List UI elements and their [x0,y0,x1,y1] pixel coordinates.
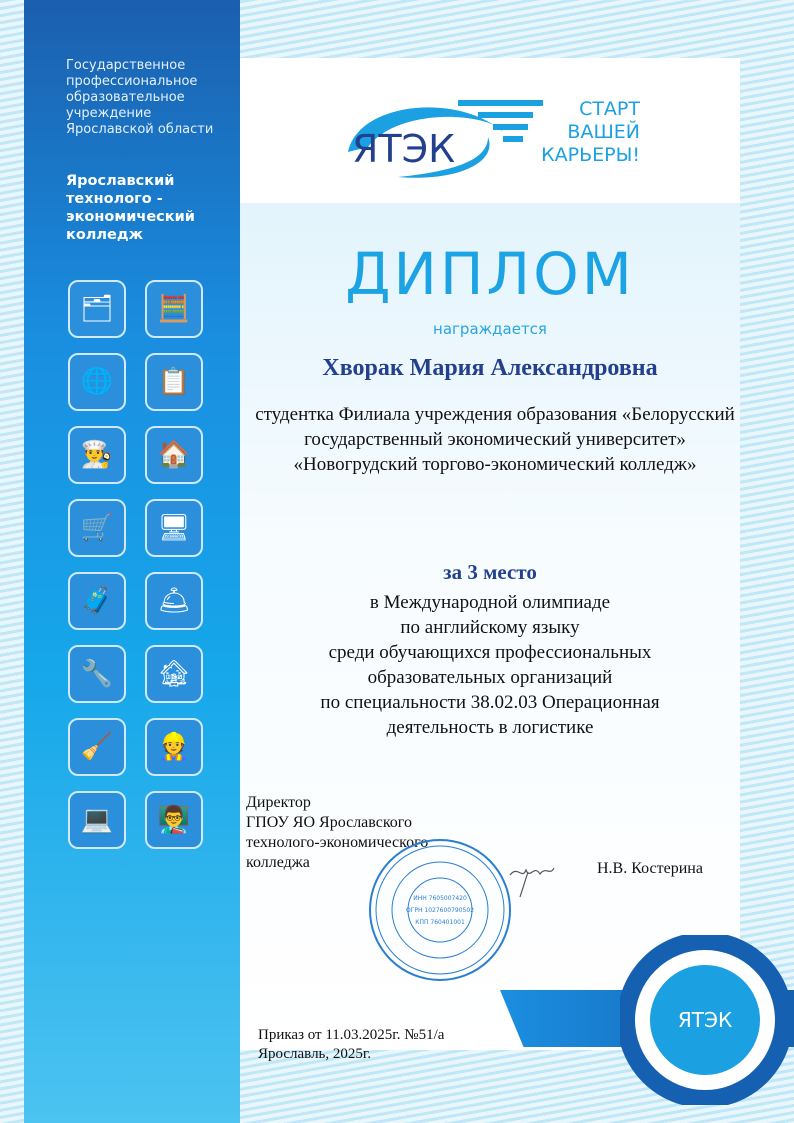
organization-text: Государственное профессиональное образовательное учреждение Ярославской области [66,58,214,137]
order-info [258,1026,444,1064]
college-seal [620,935,790,1105]
svg-text:ЯТЭК: ЯТЭК [677,1008,733,1032]
tools-icon: 🔧 [68,645,126,703]
documents-icon: 🗂 [68,280,126,338]
globe-cart-icon: 🛒 [68,499,126,557]
house-repair-icon: 🏚 [145,645,203,703]
signer-name: Н.В. Костерина [597,860,703,877]
official-stamp [360,830,570,990]
position-line: Директор [246,794,311,811]
house-coins-icon: 🏠 [145,426,203,484]
position-line: технолого-экономического [246,834,429,851]
profession-icons [68,280,205,849]
achievement-line: в Международной олимпиаде [369,592,611,613]
worker-icon: 👷 [145,718,203,776]
logistics-globe-icon: 🌐 [68,353,126,411]
award-place: за 3 место [443,560,537,584]
achievement-line: по специальности 38.02.03 Операционная [320,692,660,713]
achievement-line: по английскому языку [400,617,580,638]
recipient-description: студентка Филиала учреждения образования «Белорусский государственный экономический университет» «Новогрудский торгово-экономический колледж» [255,404,735,475]
teacher-screen-icon: 👨‍🏫 [145,791,203,849]
achievement-line: деятельность в логистике [386,717,594,738]
recipient-name: Хворак Мария Александровна [322,355,658,381]
position-line: ГПОУ ЯО Ярославского [246,814,412,831]
order-number: Приказ от 11.03.2025г. №51/а [258,1027,445,1043]
achievement-line: среди обучающихся профессиональных [328,642,652,663]
luggage-icon: 🧳 [68,572,126,630]
awarded-label: награждается [433,320,547,338]
signature-mark [510,868,554,897]
svg-text:ОГРН 1027600790502: ОГРН 1027600790502 [405,907,475,914]
place-year: Ярославль, 2025г. [258,1046,372,1062]
checklist-shield-icon: 📋 [145,353,203,411]
home-service-icon: 🧹 [68,718,126,776]
sidebar-panel [24,0,240,1123]
college-name: Ярославский технолого - экономический колледж [66,173,195,243]
achievement-text [240,590,740,740]
calculator-icon: 🧮 [145,280,203,338]
online-shop-icon: 🖥 [145,499,203,557]
svg-text:КПП 760401001: КПП 760401001 [415,919,465,926]
slogan-line: СТАРТ [579,98,640,120]
achievement-line: образовательных организаций [367,667,613,688]
slogan-line: КАРЬЕРЫ! [541,144,640,166]
position-line: колледжа [246,854,310,871]
svg-text:ИНН 7605007420: ИНН 7605007420 [413,895,467,902]
slogan [528,98,640,167]
reception-icon: 🛎 [145,572,203,630]
laptop-settings-icon: 💻 [68,791,126,849]
logo-text: ЯТЭК [352,127,456,171]
slogan-line: ВАШЕЙ [567,121,640,143]
chef-icon: 👨‍🍳 [68,426,126,484]
diploma-title: ДИПЛОМ [345,240,635,308]
